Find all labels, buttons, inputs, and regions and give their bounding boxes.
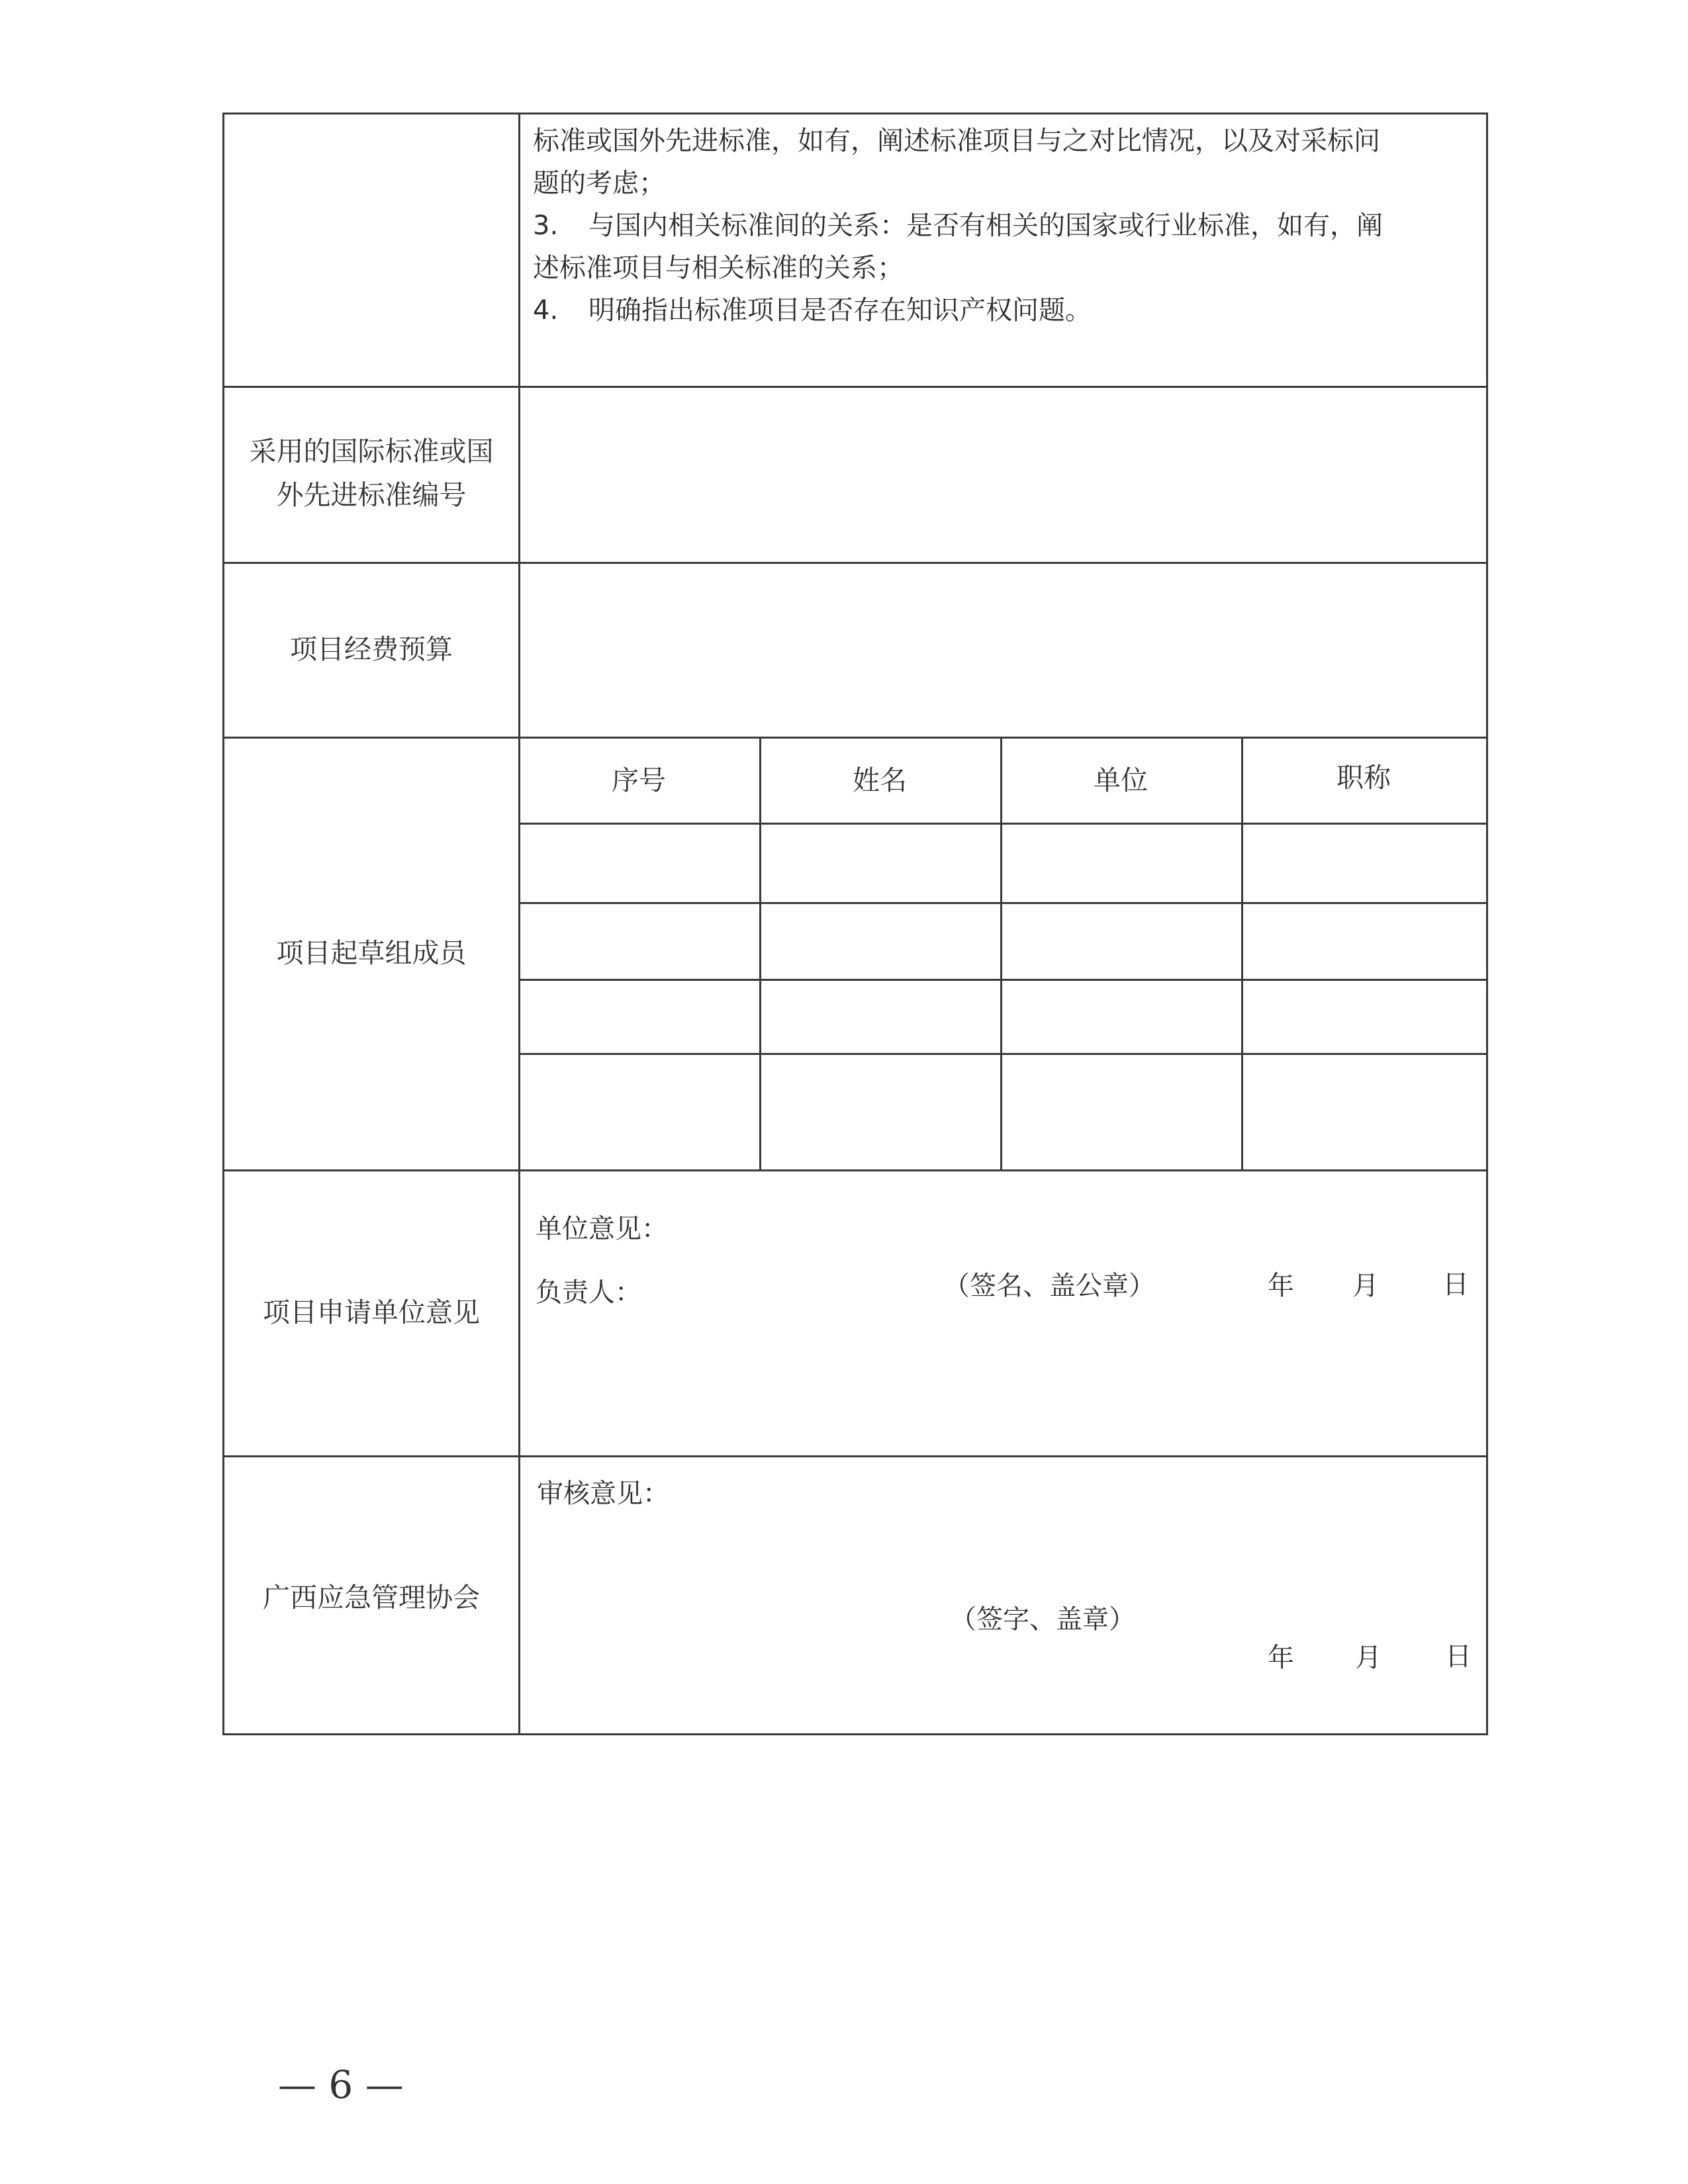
item-3-line-2: 述标准项目与相关标准的关系；: [533, 253, 904, 283]
item-3-line-1: 与国内相关标准间的关系：是否有相关的国家或行业标准，如有，阐: [588, 210, 1383, 241]
applicant-signature-note: （签名、盖公章）: [943, 1271, 1155, 1301]
members-header-title: 职称: [1336, 762, 1391, 794]
row-divider: [224, 1169, 1486, 1171]
row-divider: [224, 737, 1486, 739]
responsible-person-label: 负责人：: [536, 1277, 641, 1308]
association-date-month: 月: [1355, 1643, 1382, 1673]
application-form-table: [222, 113, 1488, 1735]
item-4-line-1: 明确指出标准项目是否存在知识产权问题。: [588, 295, 1092, 326]
applicant-opinion-prompt: 单位意见：: [536, 1214, 668, 1244]
members-column-divider: [1000, 737, 1002, 1169]
members-row-divider: [518, 979, 1486, 981]
members-row-divider: [518, 902, 1486, 904]
label-column-divider: [518, 114, 520, 1733]
intro-line-2: 题的考虑；: [533, 168, 665, 199]
row-divider: [224, 386, 1486, 388]
applicant-date-day: 日: [1442, 1269, 1469, 1300]
association-date-year: 年: [1268, 1643, 1294, 1673]
row-divider: [224, 562, 1486, 564]
page-number: — 6 —: [278, 2062, 404, 2107]
association-date-day: 日: [1445, 1641, 1472, 1672]
members-row-divider: [518, 1053, 1486, 1055]
members-header-name: 姓名: [853, 764, 907, 796]
members-header-index: 序号: [612, 764, 666, 796]
applicant-date-year: 年: [1268, 1271, 1294, 1301]
members-column-divider: [1241, 737, 1243, 1169]
association-label: 广西应急管理协会: [263, 1582, 480, 1614]
budget-label: 项目经费预算: [290, 633, 453, 665]
item-3-number: 3.: [533, 210, 559, 241]
association-signature-note: （签字、盖章）: [950, 1604, 1135, 1635]
adopted-standard-label-line-2: 外先进标准编号: [276, 479, 467, 511]
members-row-divider: [518, 823, 1486, 825]
adopted-standard-label-line-1: 采用的国际标准或国: [249, 435, 494, 467]
intro-line-1: 标准或国外先进标准，如有，阐述标准项目与之对比情况，以及对采标问: [533, 126, 1380, 156]
members-column-divider: [759, 737, 761, 1169]
applicant-opinion-label: 项目申请单位意见: [263, 1297, 480, 1328]
item-4-number: 4.: [533, 295, 559, 326]
association-review-prompt: 审核意见：: [537, 1479, 669, 1509]
row-divider: [224, 1455, 1486, 1457]
drafting-members-label: 项目起草组成员: [276, 937, 467, 969]
applicant-date-month: 月: [1352, 1271, 1379, 1301]
members-header-unit: 单位: [1094, 764, 1148, 796]
